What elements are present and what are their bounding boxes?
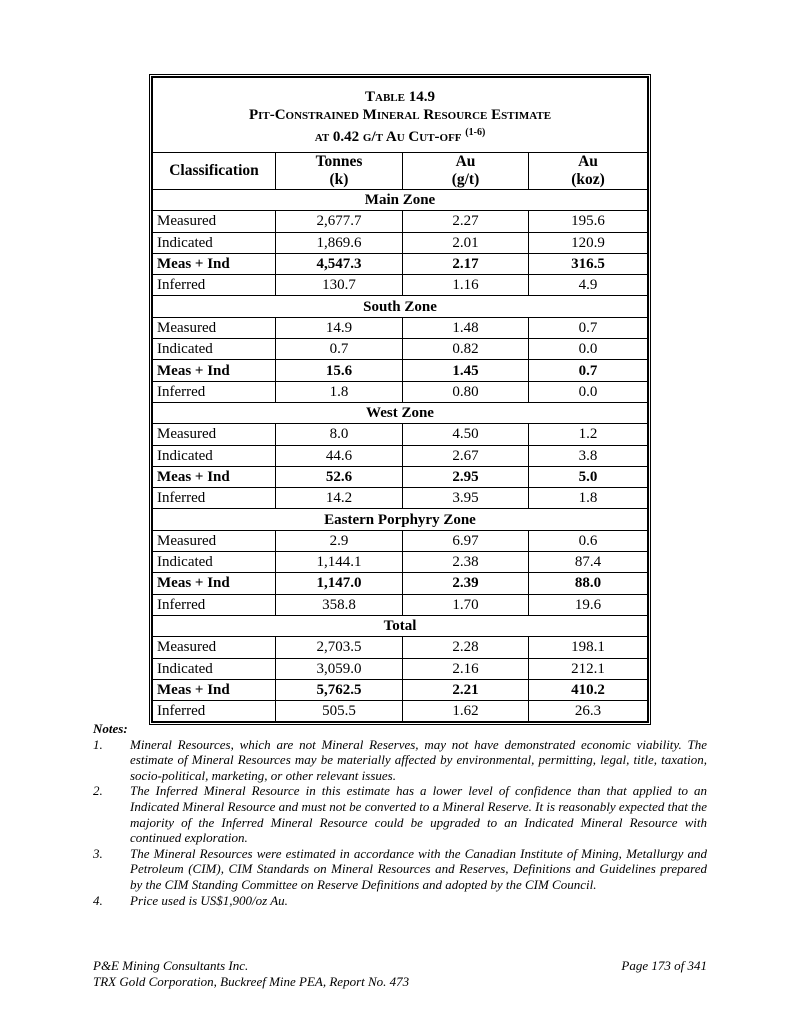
ounces-cell: 0.0 [529, 339, 648, 360]
ounces-cell: 120.9 [529, 232, 648, 253]
tonnes-cell: 14.2 [276, 488, 403, 509]
tonnes-cell: 1,144.1 [276, 552, 403, 573]
grade-cell: 2.67 [403, 445, 529, 466]
table-header-row [153, 153, 648, 190]
classification-cell: Indicated [153, 658, 276, 679]
tonnes-cell: 3,059.0 [276, 658, 403, 679]
column-header-unit: (koz) [571, 171, 605, 188]
table-row [153, 573, 648, 594]
note-item [93, 783, 707, 845]
zone-name: Total [153, 615, 648, 636]
tonnes-cell: 358.8 [276, 594, 403, 615]
zone-name: South Zone [153, 296, 648, 317]
table-row [153, 211, 648, 232]
ounces-cell: 316.5 [529, 253, 648, 274]
classification-cell: Measured [153, 424, 276, 445]
classification-cell: Inferred [153, 381, 276, 402]
classification-cell: Inferred [153, 701, 276, 722]
grade-cell: 2.16 [403, 658, 529, 679]
ounces-cell: 212.1 [529, 658, 648, 679]
note-number: 1. [93, 736, 103, 752]
grade-cell: 2.28 [403, 637, 529, 658]
table-title [153, 78, 648, 153]
table-row [153, 530, 648, 551]
table-row [153, 658, 648, 679]
footer-report: TRX Gold Corporation, Buckreef Mine PEA, Report No. 473 [93, 974, 410, 989]
ounces-cell: 1.8 [529, 488, 648, 509]
grade-cell: 6.97 [403, 530, 529, 551]
classification-cell: Inferred [153, 488, 276, 509]
table-row [153, 339, 648, 360]
table-row [153, 488, 648, 509]
tonnes-cell: 2,703.5 [276, 637, 403, 658]
classification-cell: Meas + Ind [153, 360, 276, 381]
classification-cell: Indicated [153, 552, 276, 573]
classification-cell: Measured [153, 211, 276, 232]
tonnes-cell: 15.6 [276, 360, 403, 381]
zone-header-row [153, 615, 648, 636]
column-header [403, 153, 529, 190]
column-header [529, 153, 648, 190]
ounces-cell: 410.2 [529, 679, 648, 700]
table-row [153, 232, 648, 253]
ounces-cell: 198.1 [529, 637, 648, 658]
note-item [93, 737, 707, 784]
table-row [153, 701, 648, 722]
zone-header-row [153, 402, 648, 423]
notes-section [93, 721, 707, 908]
note-item [93, 846, 707, 893]
grade-cell: 0.82 [403, 339, 529, 360]
ounces-cell: 195.6 [529, 211, 648, 232]
ounces-cell: 26.3 [529, 701, 648, 722]
column-header-unit: (g/t) [451, 171, 480, 188]
table-row [153, 594, 648, 615]
grade-cell: 0.80 [403, 381, 529, 402]
classification-cell: Indicated [153, 339, 276, 360]
column-header-unit: (k) [329, 171, 349, 188]
ounces-cell: 5.0 [529, 466, 648, 487]
table-row [153, 275, 648, 296]
table-row [153, 424, 648, 445]
tonnes-cell: 52.6 [276, 466, 403, 487]
column-header-label: Au [578, 153, 598, 170]
column-header [153, 153, 276, 190]
tonnes-cell: 1,147.0 [276, 573, 403, 594]
column-header-label: Classification [169, 162, 259, 179]
zone-name: Eastern Porphyry Zone [153, 509, 648, 530]
zone-name: West Zone [153, 402, 648, 423]
table-row [153, 253, 648, 274]
notes-heading: Notes: [93, 721, 128, 736]
grade-cell: 4.50 [403, 424, 529, 445]
tonnes-cell: 2,677.7 [276, 211, 403, 232]
table-caption: Pit-Constrained Mineral Resource Estimate [248, 107, 552, 123]
note-number: 3. [93, 845, 103, 861]
classification-cell: Indicated [153, 232, 276, 253]
grade-cell: 3.95 [403, 488, 529, 509]
classification-cell: Meas + Ind [153, 679, 276, 700]
table-row [153, 360, 648, 381]
footer-company: P&E Mining Consultants Inc. [93, 958, 249, 973]
ounces-cell: 19.6 [529, 594, 648, 615]
tonnes-cell: 14.9 [276, 317, 403, 338]
ounces-cell: 4.9 [529, 275, 648, 296]
page-number: Page 173 of 341 [621, 958, 707, 973]
note-text: Mineral Resources, which are not Mineral Reserves, may not have demonstrated economic viability. The estimate of Mineral Resources may be materially affected by environmental, permitting, legal, title, taxation, socio-political, marketing, or other relevant issues. [130, 736, 707, 783]
note-item [93, 893, 707, 909]
tonnes-cell: 130.7 [276, 275, 403, 296]
classification-cell: Measured [153, 317, 276, 338]
note-number: 2. [93, 783, 103, 799]
grade-cell: 1.62 [403, 701, 529, 722]
resource-estimate-table [149, 74, 651, 725]
grade-cell: 2.39 [403, 573, 529, 594]
table-number: Table 14.9 [365, 89, 435, 105]
classification-cell: Meas + Ind [153, 253, 276, 274]
grade-cell: 2.01 [403, 232, 529, 253]
title-footnote-ref: (1-6) [465, 127, 486, 138]
table-row [153, 679, 648, 700]
tonnes-cell: 0.7 [276, 339, 403, 360]
column-header-label: Au [455, 153, 476, 170]
classification-cell: Meas + Ind [153, 573, 276, 594]
tonnes-cell: 505.5 [276, 701, 403, 722]
classification-cell: Measured [153, 530, 276, 551]
classification-cell: Inferred [153, 594, 276, 615]
classification-cell: Inferred [153, 275, 276, 296]
note-text: The Inferred Mineral Resource in this estimate has a lower level of confidence than that applied to an Indicated Mineral Resource and must not be converted to a Mineral Reserve. It is reasonably expected that the majority of the Inferred Mineral Resource could be upgraded to an Indicated Mineral Resource with continued exploration. [130, 783, 707, 846]
tonnes-cell: 8.0 [276, 424, 403, 445]
tonnes-cell: 1.8 [276, 381, 403, 402]
ounces-cell: 3.8 [529, 445, 648, 466]
table-row [153, 317, 648, 338]
grade-cell: 1.70 [403, 594, 529, 615]
ounces-cell: 0.0 [529, 381, 648, 402]
table-row [153, 445, 648, 466]
table-row [153, 466, 648, 487]
page-footer [93, 958, 707, 990]
grade-cell: 2.95 [403, 466, 529, 487]
tonnes-cell: 4,547.3 [276, 253, 403, 274]
table-row [153, 552, 648, 573]
column-header-label: Tonnes [315, 153, 363, 170]
table-subcaption: at 0.42 g/t Au Cut-off [314, 129, 462, 145]
grade-cell: 2.38 [403, 552, 529, 573]
tonnes-cell: 1,869.6 [276, 232, 403, 253]
ounces-cell: 0.6 [529, 530, 648, 551]
note-number: 4. [93, 892, 103, 908]
zone-name: Main Zone [153, 190, 648, 211]
grade-cell: 2.27 [403, 211, 529, 232]
ounces-cell: 1.2 [529, 424, 648, 445]
ounces-cell: 0.7 [529, 317, 648, 338]
note-text: The Mineral Resources were estimated in accordance with the Canadian Institute of Mining, Metallurgy and Petroleum (CIM), CIM Standards on Mineral Resources and Reserves, Definitions and Guidelines prepared by the CIM Standing Committee on Reserve Definitions and adopted by the CIM Council. [130, 845, 707, 892]
table-row [153, 637, 648, 658]
tonnes-cell: 5,762.5 [276, 679, 403, 700]
zone-header-row [153, 509, 648, 530]
tonnes-cell: 44.6 [276, 445, 403, 466]
classification-cell: Meas + Ind [153, 466, 276, 487]
classification-cell: Measured [153, 637, 276, 658]
grade-cell: 2.17 [403, 253, 529, 274]
ounces-cell: 88.0 [529, 573, 648, 594]
tonnes-cell: 2.9 [276, 530, 403, 551]
note-text: Price used is US$1,900/oz Au. [130, 892, 288, 908]
grade-cell: 2.21 [403, 679, 529, 700]
grade-cell: 1.45 [403, 360, 529, 381]
ounces-cell: 87.4 [529, 552, 648, 573]
grade-cell: 1.48 [403, 317, 529, 338]
zone-header-row [153, 296, 648, 317]
table-row [153, 381, 648, 402]
column-header [276, 153, 403, 190]
grade-cell: 1.16 [403, 275, 529, 296]
classification-cell: Indicated [153, 445, 276, 466]
zone-header-row [153, 190, 648, 211]
ounces-cell: 0.7 [529, 360, 648, 381]
